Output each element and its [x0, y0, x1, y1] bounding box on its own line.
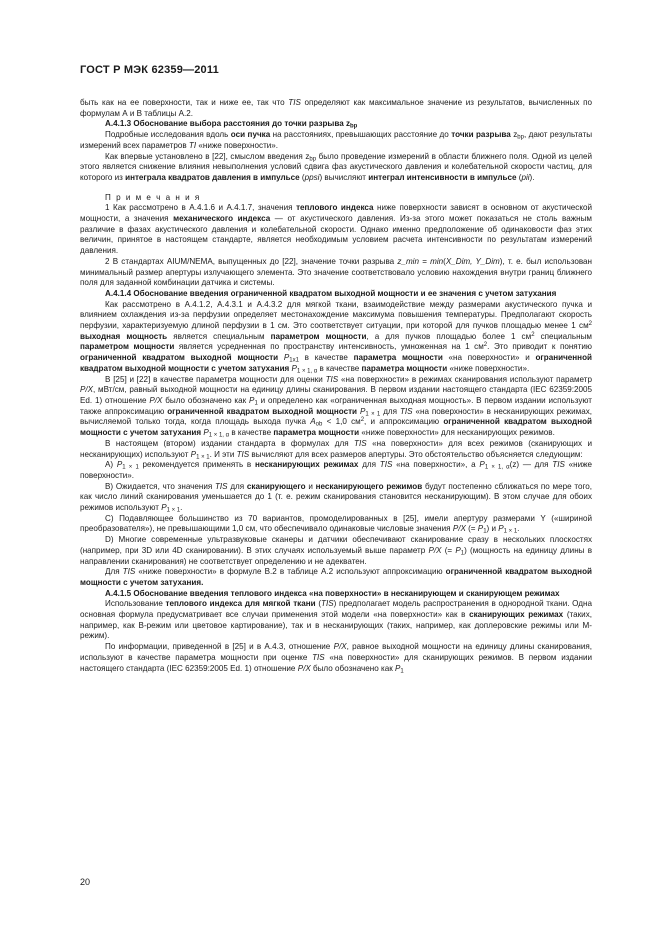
note-2: 2 В стандартах AIUM/NEMA, выпущенных до [22], значение точки разрыва z_min = min(X_Dim, Y_Dim), т. е. был использован минимальный размер апертуры излучающего элемента. Это значение соответствовало условию нахождения внутри границ ближнего поля для заданной комбинации датчика и системы.	[80, 256, 593, 288]
section-heading-a413: А.4.1.3 Обоснование выбора расстояния до точки разрыва $z_{bp}$	[105, 119, 358, 130]
paragraph-continuation: быть как на ее поверхности, так и ниже ее, так что TIS определяют как максимальное значение из результатов, вычисленных по формулам А и В таблицы А.2.	[80, 98, 592, 118]
paragraph: По информации, приведенной в [25] и в А.4.3, отношение P/X, равное выходной мощности на единицу длины сканирования, используют в качестве параметра мощности при оценке TIS «на поверхности» для сканирующих режимов. В первом издании настоящего стандарта (IEC 62359:2005 Ed. 1) отношение P/X было обозначено как $P_1$	[80, 642, 592, 675]
document-body	[80, 98, 592, 674]
notes-title: П р и м е ч а н и я	[105, 192, 201, 202]
document-page	[80, 64, 592, 674]
list-item-c: С) Подавляющее большинство из 70 вариантов, промоделированных в [25], имели апертуру размерами Y («шириной преобразователя»), не превышающими 1,0 см, что обеспечивало одинаковые числовые значения P/X (= $P_1$) и $P_{1 \times 1}$.	[80, 513, 592, 535]
paragraph: Для TIS «ниже поверхности» в формуле В.2 в таблице А.2 используют аппроксимацию ограниченной квадратом выходной мощности с учетом затухания.	[80, 567, 592, 587]
paragraph: Использование теплового индекса для мягкой ткани (TIS) предполагает модель распространения в однородной ткани. Одна основная формула предусматривает все случаи применения этой модели «на поверхности» как в сканирующих режимах (таких, например, как В-режим или цветовое картирование), так и в несканирующих (таких, например, как доплеровские режимы или М-режим).	[80, 599, 592, 641]
note-1: 1 Как рассмотрено в А.4.1.6 и А.4.1.7, значения теплового индекса ниже поверхности зависят в основном от акустической мощности, а значения механического индекса — от акустического давления. Из-за этого может показаться не столь важным различие в фазах акустического давления и колебательной скорости. Однако именно предположение об одинаковости фаз этих величин, принятое в настоящем стандарте, является необходимым условием расчета интенсивности по результатам измерений давления.	[80, 203, 592, 256]
paragraph: В [25] и [22] в качестве параметра мощности для оценки TIS «на поверхности» в режимах сканирования используют параметр P/X, мВт/см, равный выходной мощности на единицу длины сканирования. В первом издании настоящего стандарта (IEC 62359:2005 Ed. 1) отношение P/X было обозначено как $P_1$ и определено как «ограниченная выходная мощность». В первом издании используют также аппроксимацию ограниченной квадратом выходной мощности $P_{1 \times 1}$ для TIS «на поверхности» в несканирующих режимах, вычисляемой только тогда, когда площадь выхода пучка $A_{ob} < 1,0$ $см^2$, и аппроксимацию ограниченной квадратом выходной мощности с учетом затухания $P_{1 \times 1, \alpha}$ в качестве параметра мощности «ниже поверхности» для несканирующих режимов.	[80, 374, 593, 439]
paragraph: В настоящем (втором) издании стандарта в формулах для TIS «на поверхности» для всех режимов (сканирующих и несканирующих) используют $P_{1 \times 1}$. И эти TIS вычисляют для всех размеров апертуры. Это обстоятельство объясняется следующим:	[80, 438, 592, 460]
list-item-d: D) Многие современные ультразвуковые сканеры и датчики обеспечивают сканирование сразу в нескольких плоскостях (например, при 3D или 4D сканировании). В этих случаях используемый выше параметр P/X (= $P_1$) (мощность на единицу длины в направлении сканирования) не соответствует определению и не адекватен.	[80, 535, 592, 566]
page-number: 20	[80, 877, 91, 887]
section-heading-a415: А.4.1.5 Обоснование введения теплового индекса «на поверхности» в несканирующем и сканирующем режимах	[105, 588, 560, 598]
paragraph: Подробные исследования вдоль оси пучка на расстояниях, превышающих расстояние до точки разрыва $z_{bp}$, дают результаты измерений всех параметров TI «ниже поверхности».	[80, 130, 593, 150]
paragraph: Как рассмотрено в А.4.1.2, А.4.3.1 и А.4.3.2 для мягкой ткани, взаимодействие между размерами акустического пучка и влиянием охлаждения из-за перфузии определяет местонахождение максимума повышения температуры. Предполагают скорость перфузии, характеризуемую длиной перфузии в 1 см. Это соответствует ситуации, при которой для пучков площадью менее 1 $см^2$ выходная мощность является специальным параметром мощности, а для пучков площадью более 1 $см^2$ специальным параметром мощности является усредненная по пространству интенсивность, умноженная на 1 $см^2$. Это приводит к понятию ограниченной квадратом выходной мощности $P_{1x1}$ в качестве параметра мощности «на поверхности» и ограниченной квадратом выходной мощности с учетом затухания $P_{1 \times 1, \alpha}$ в качестве параметра мощности «ниже поверхности».	[80, 299, 592, 375]
section-heading-a414: А.4.1.4 Обоснование введения ограниченной квадратом выходной мощности и ее значения с учетом затухания	[105, 288, 557, 298]
paragraph: Как впервые установлено в [22], смыслом введения $z_{bp}$ было проведение измерений в области ближнего поля. Одной из целей этого является снижение влияния невыполнения условий сдвига фаз акустического давления и колебательной скорости частиц, для которого из интеграла квадратов давления в импульсе (ppsi) вычисляют интеграл интенсивности в импульсе (pii).	[80, 151, 592, 182]
list-item-a: А) $P_{1 \times 1}$ рекомендуется применять в несканирующих режимах для TIS «на поверхности», а $P_{1 \times 1, \alpha}(z)$ — для TIS «ниже поверхности».	[80, 460, 593, 480]
page-header-title: ГОСТ Р МЭК 62359—2011	[80, 64, 219, 76]
list-item-b: В) Ожидается, что значения TIS для сканирующего и несканирующего режимов будут постепенно сближаться по мере того, как число линий сканирования уменьшается до 1 (т. е. режим сканирования становится несканирующим). В этом случае для обоих режимов используют $P_{1 \times 1}$.	[80, 481, 593, 514]
